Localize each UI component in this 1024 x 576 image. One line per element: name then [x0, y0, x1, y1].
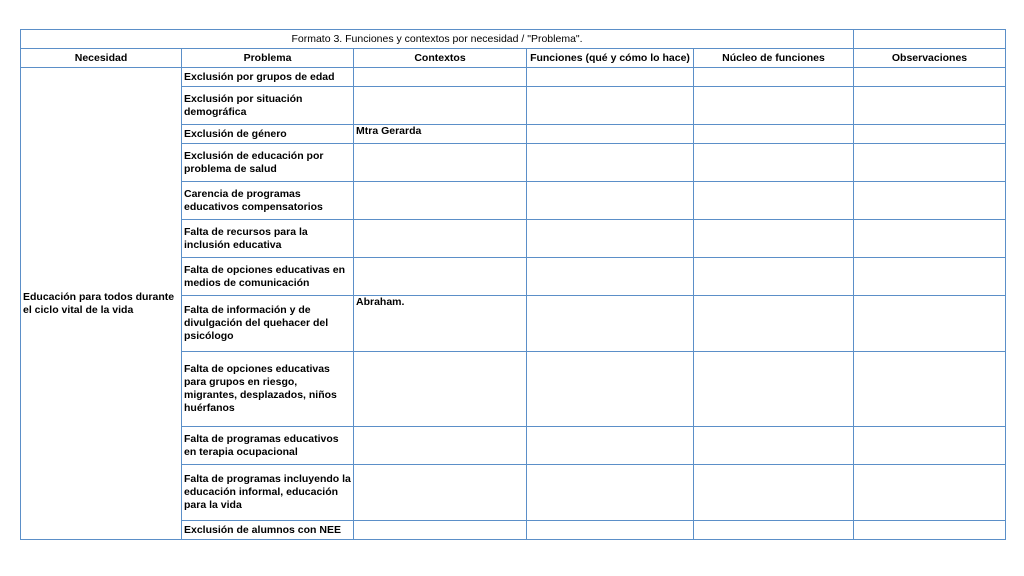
- funciones-cell[interactable]: [527, 68, 694, 87]
- header-row: [21, 49, 1006, 68]
- nucleo-cell[interactable]: [694, 68, 854, 87]
- problema-cell[interactable]: Falta de recursos para la inclusión educativa: [182, 220, 354, 258]
- observaciones-cell[interactable]: [854, 87, 1006, 125]
- problema-cell[interactable]: Exclusión de educación por problema de salud: [182, 144, 354, 182]
- table-row: [21, 68, 1006, 87]
- contexto-cell[interactable]: [354, 87, 527, 125]
- contexto-cell[interactable]: [354, 144, 527, 182]
- funciones-cell[interactable]: [527, 144, 694, 182]
- observaciones-cell[interactable]: [854, 144, 1006, 182]
- funciones-cell[interactable]: [527, 182, 694, 220]
- header-contextos[interactable]: Contextos: [354, 49, 527, 68]
- contexto-cell[interactable]: Abraham.: [354, 296, 527, 352]
- nucleo-cell[interactable]: [694, 144, 854, 182]
- observaciones-cell[interactable]: [854, 68, 1006, 87]
- nucleo-cell[interactable]: [694, 220, 854, 258]
- contexto-cell[interactable]: Mtra Gerarda: [354, 125, 527, 144]
- problema-cell[interactable]: Exclusión de género: [182, 125, 354, 144]
- funciones-cell[interactable]: [527, 521, 694, 540]
- problema-cell[interactable]: Exclusión por situación demográfica: [182, 87, 354, 125]
- problema-cell[interactable]: Falta de opciones educativas para grupos en riesgo, migrantes, desplazados, niños huérfanos: [182, 352, 354, 427]
- observaciones-cell[interactable]: [854, 220, 1006, 258]
- observaciones-cell[interactable]: [854, 258, 1006, 296]
- observaciones-cell[interactable]: [854, 182, 1006, 220]
- contexto-cell[interactable]: [354, 465, 527, 521]
- problema-cell[interactable]: Falta de programas educativos en terapia ocupacional: [182, 427, 354, 465]
- contexto-cell[interactable]: [354, 352, 527, 427]
- observaciones-cell[interactable]: [854, 352, 1006, 427]
- title-row: [21, 30, 1006, 49]
- funciones-cell[interactable]: [527, 258, 694, 296]
- nucleo-cell[interactable]: [694, 521, 854, 540]
- title-empty-cell[interactable]: [854, 30, 1006, 49]
- header-necesidad[interactable]: Necesidad: [21, 49, 182, 68]
- observaciones-cell[interactable]: [854, 125, 1006, 144]
- funciones-cell[interactable]: [527, 87, 694, 125]
- header-funciones[interactable]: Funciones (qué y cómo lo hace): [527, 49, 694, 68]
- observaciones-cell[interactable]: [854, 521, 1006, 540]
- nucleo-cell[interactable]: [694, 258, 854, 296]
- nucleo-cell[interactable]: [694, 125, 854, 144]
- header-observaciones[interactable]: Observaciones: [854, 49, 1006, 68]
- problema-cell[interactable]: Exclusión por grupos de edad: [182, 68, 354, 87]
- observaciones-cell[interactable]: [854, 296, 1006, 352]
- nucleo-cell[interactable]: [694, 352, 854, 427]
- contexto-cell[interactable]: [354, 68, 527, 87]
- problema-cell[interactable]: Carencia de programas educativos compensatorios: [182, 182, 354, 220]
- nucleo-cell[interactable]: [694, 465, 854, 521]
- problema-cell[interactable]: Exclusión de alumnos con NEE: [182, 521, 354, 540]
- contexto-cell[interactable]: [354, 258, 527, 296]
- contexto-cell[interactable]: [354, 220, 527, 258]
- nucleo-cell[interactable]: [694, 182, 854, 220]
- format-table: [20, 29, 1006, 540]
- problema-cell[interactable]: Falta de opciones educativas en medios de comunicación: [182, 258, 354, 296]
- header-problema[interactable]: Problema: [182, 49, 354, 68]
- contexto-cell[interactable]: [354, 427, 527, 465]
- header-nucleo[interactable]: Núcleo de funciones: [694, 49, 854, 68]
- problema-cell[interactable]: Falta de programas incluyendo la educación informal, educación para la vida: [182, 465, 354, 521]
- nucleo-cell[interactable]: [694, 87, 854, 125]
- contexto-cell[interactable]: [354, 521, 527, 540]
- observaciones-cell[interactable]: [854, 427, 1006, 465]
- contexto-cell[interactable]: [354, 182, 527, 220]
- funciones-cell[interactable]: [527, 427, 694, 465]
- funciones-cell[interactable]: [527, 125, 694, 144]
- funciones-cell[interactable]: [527, 352, 694, 427]
- funciones-cell[interactable]: [527, 296, 694, 352]
- nucleo-cell[interactable]: [694, 427, 854, 465]
- observaciones-cell[interactable]: [854, 465, 1006, 521]
- problema-cell[interactable]: Falta de información y de divulgación del quehacer del psicólogo: [182, 296, 354, 352]
- necesidad-cell[interactable]: Educación para todos durante el ciclo vital de la vida: [21, 68, 182, 540]
- table-title[interactable]: Formato 3. Funciones y contextos por necesidad / "Problema".: [21, 30, 854, 49]
- funciones-cell[interactable]: [527, 220, 694, 258]
- nucleo-cell[interactable]: [694, 296, 854, 352]
- funciones-cell[interactable]: [527, 465, 694, 521]
